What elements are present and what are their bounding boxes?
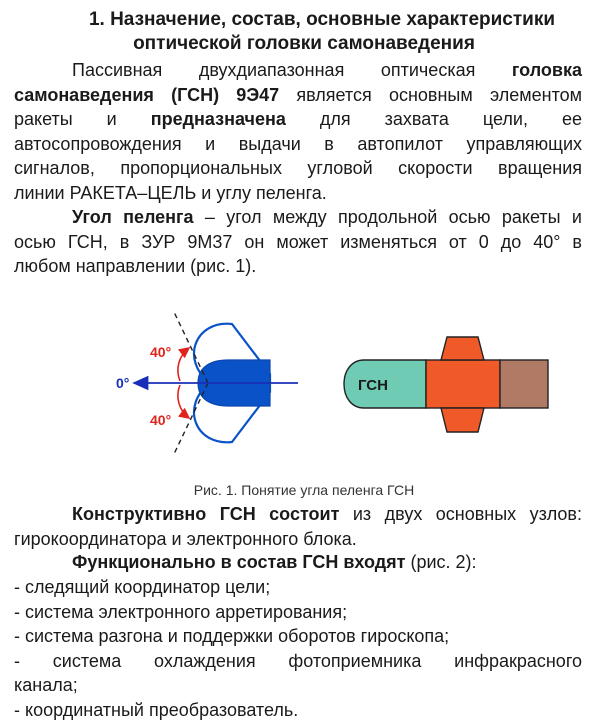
p1-line-5: сигналов, пропорциональных угловой скорости вращения	[14, 158, 582, 178]
p2-line-3: любом направлении (рис. 1).	[14, 256, 257, 276]
p1-text: Пассивная двухдиапазонная оптическая	[72, 60, 512, 80]
paragraph-purpose-cont	[14, 83, 582, 206]
paragraph-construction-cont	[14, 527, 582, 552]
paragraph-bearing-angle	[14, 205, 582, 230]
paragraph-purpose	[14, 58, 582, 83]
p3-bold-term: Конструктивно ГСН состоит	[72, 504, 340, 524]
missile-tail-section	[500, 360, 548, 408]
p1-line-4: автосопровождения и выдачи в автопилот управляющих	[14, 133, 582, 154]
paragraph-function	[14, 550, 582, 575]
p2-bold-term: Угол пеленга	[72, 207, 194, 227]
angle-label-zero: 0°	[116, 375, 130, 391]
gsn-label: ГСН	[358, 377, 388, 394]
list-item-continuation: канала;	[14, 675, 78, 695]
p3-line-2: гирокоординатора и электронного блока.	[14, 528, 357, 549]
p3-text: из двух основных узлов:	[339, 504, 582, 524]
p1-line-6: линии РАКЕТА–ЦЕЛЬ и углу пеленга.	[14, 182, 327, 203]
p4-bold-term: Функционально в состав ГСН входят	[72, 552, 406, 572]
section-heading	[14, 8, 594, 56]
heading-line-1: 1. Назначение, состав, основные характеристики	[88, 9, 556, 30]
figure-bearing-angle	[0, 296, 608, 476]
component-list	[14, 575, 582, 722]
list-item: - система электронного арретирования;	[14, 601, 348, 622]
heading-line-2: оптической головки самонаведения	[133, 33, 475, 54]
list-item: - следящий координатор цели;	[14, 577, 271, 597]
paragraph-construction	[14, 502, 582, 527]
missile-fin-lower	[441, 408, 484, 432]
missile-body-section	[426, 360, 500, 408]
angle-label-upper: 40°	[150, 344, 172, 360]
list-item: - координатный преобразователь.	[14, 699, 299, 720]
p2-text: – угол между продольной осью ракеты и	[193, 207, 582, 227]
p2-line-2: осью ГСН, в ЗУР 9М37 он может изменяться от 0 до 40° в	[14, 231, 582, 252]
p1-bold-purpose: предназначена	[150, 109, 286, 129]
angle-label-lower: 40°	[150, 412, 172, 428]
p1-text: ракеты и	[14, 109, 151, 129]
paragraph-bearing-angle-cont	[14, 230, 582, 279]
p1-bold-term: головка	[511, 60, 582, 80]
p1-bold-name: самонаведения (ГСН) 9Э47	[14, 84, 280, 105]
angle-arc-lower	[178, 385, 189, 418]
angle-arc-upper	[178, 348, 189, 381]
p1-text: является основным элементом	[279, 84, 582, 105]
list-item: - система охлаждения фотоприемника инфракрасного	[14, 650, 582, 671]
p1-text: для захвата цели, ее	[285, 109, 582, 129]
p4-text: (рис. 2):	[405, 552, 477, 572]
figure-caption: Рис. 1. Понятие угла пеленга ГСН	[193, 482, 415, 498]
missile-fin-upper	[441, 337, 484, 360]
list-item: - система разгона и поддержки оборотов гироскопа;	[14, 626, 450, 646]
